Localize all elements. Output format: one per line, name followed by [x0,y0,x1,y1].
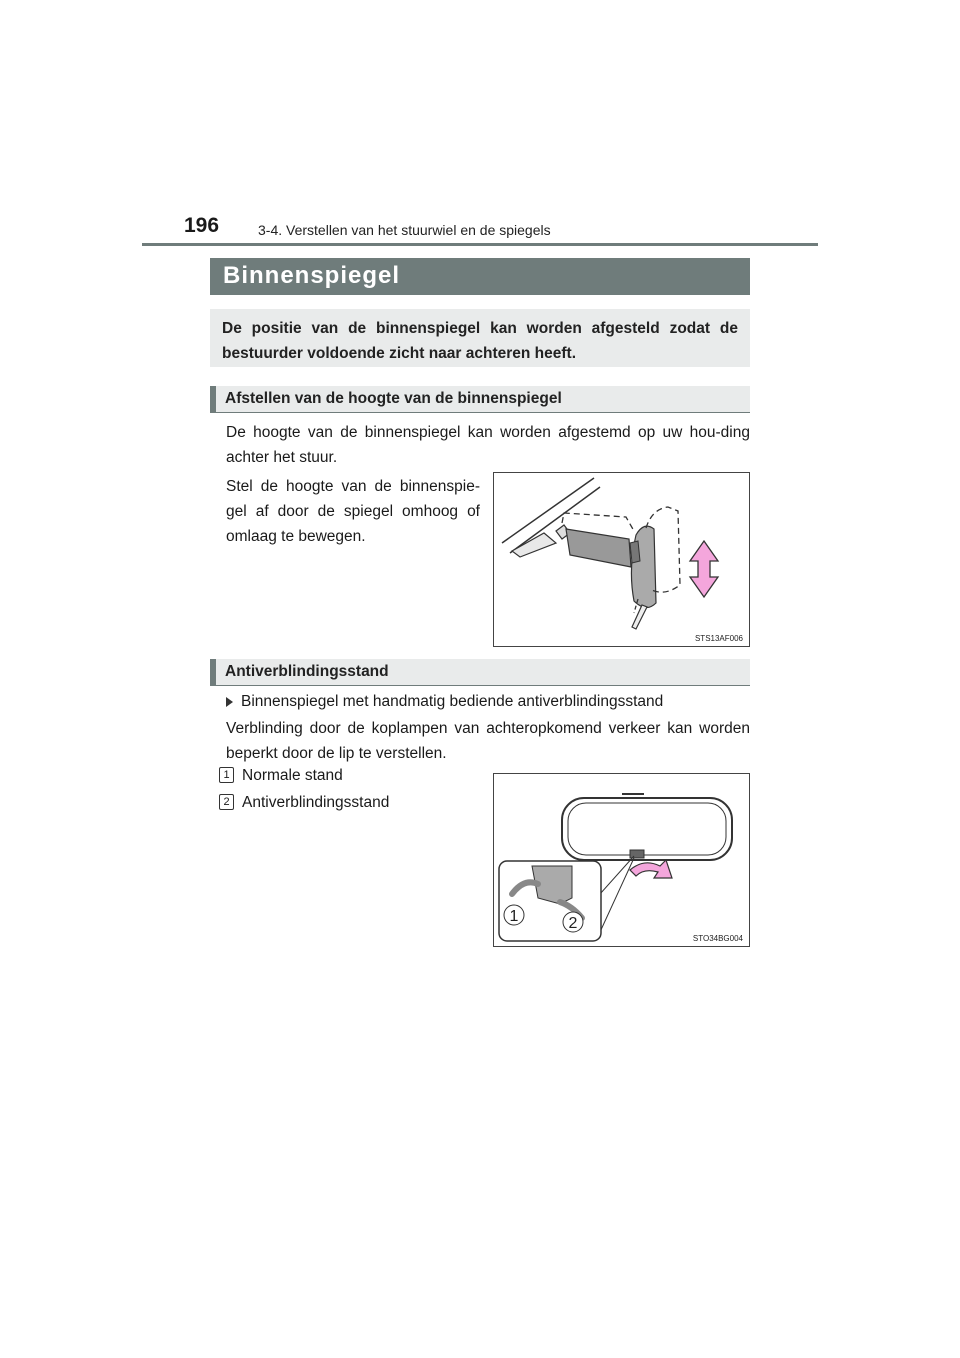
bullet-text: Binnenspiegel met handmatig bediende antiverblindingsstand [241,693,664,710]
page-title: Binnenspiegel [223,262,401,289]
page-number: 196 [184,214,220,237]
item-label: Antiverblindingsstand [242,794,390,811]
numbered-item [219,794,389,812]
anti-glare-figure [493,773,750,947]
header-divider [142,243,818,246]
item-label: Normale stand [242,767,343,784]
triangle-bullet-icon [226,697,233,707]
paragraph-adjust-instruction: Stel de hoogte van de binnenspie-gel af door de spiegel omhoog of omlaag te bewegen. [226,478,480,545]
mirror-height-illustration [494,473,749,646]
mirror-height-figure [493,472,750,647]
chapter-title: 3-4. Verstellen van het stuurwiel en de spiegels [258,222,551,238]
subheading-height-adjust [210,386,750,413]
subheading-anti-glare [210,659,750,686]
subheading-text: Antiverblindingsstand [225,663,389,680]
figure-code: STS13AF006 [694,634,743,643]
intro-text: De positie van de binnenspiegel kan worden afgesteld zodat de bestuurder voldoende zicht naar achteren heeft. [222,320,738,362]
item-number: 1 [219,767,234,783]
numbered-item [219,767,343,785]
callout-label-1: 1 [509,908,519,925]
anti-glare-illustration [494,774,749,946]
callout-label-2: 2 [568,915,578,932]
paragraph-anti-glare: Verblinding door de koplampen van achteropkomend verkeer kan worden beperkt door de lip te verstellen. [226,720,750,762]
subheading-text: Afstellen van de hoogte van de binnenspiegel [225,390,562,407]
section-title-bar [210,258,750,295]
paragraph-height: De hoogte van de binnenspiegel kan worden afgestemd op uw hou-ding achter het stuur. [226,424,750,466]
intro-box [210,309,750,367]
bullet-item [226,689,750,714]
item-number: 2 [219,794,234,810]
figure-code: STO34BG004 [692,934,743,943]
